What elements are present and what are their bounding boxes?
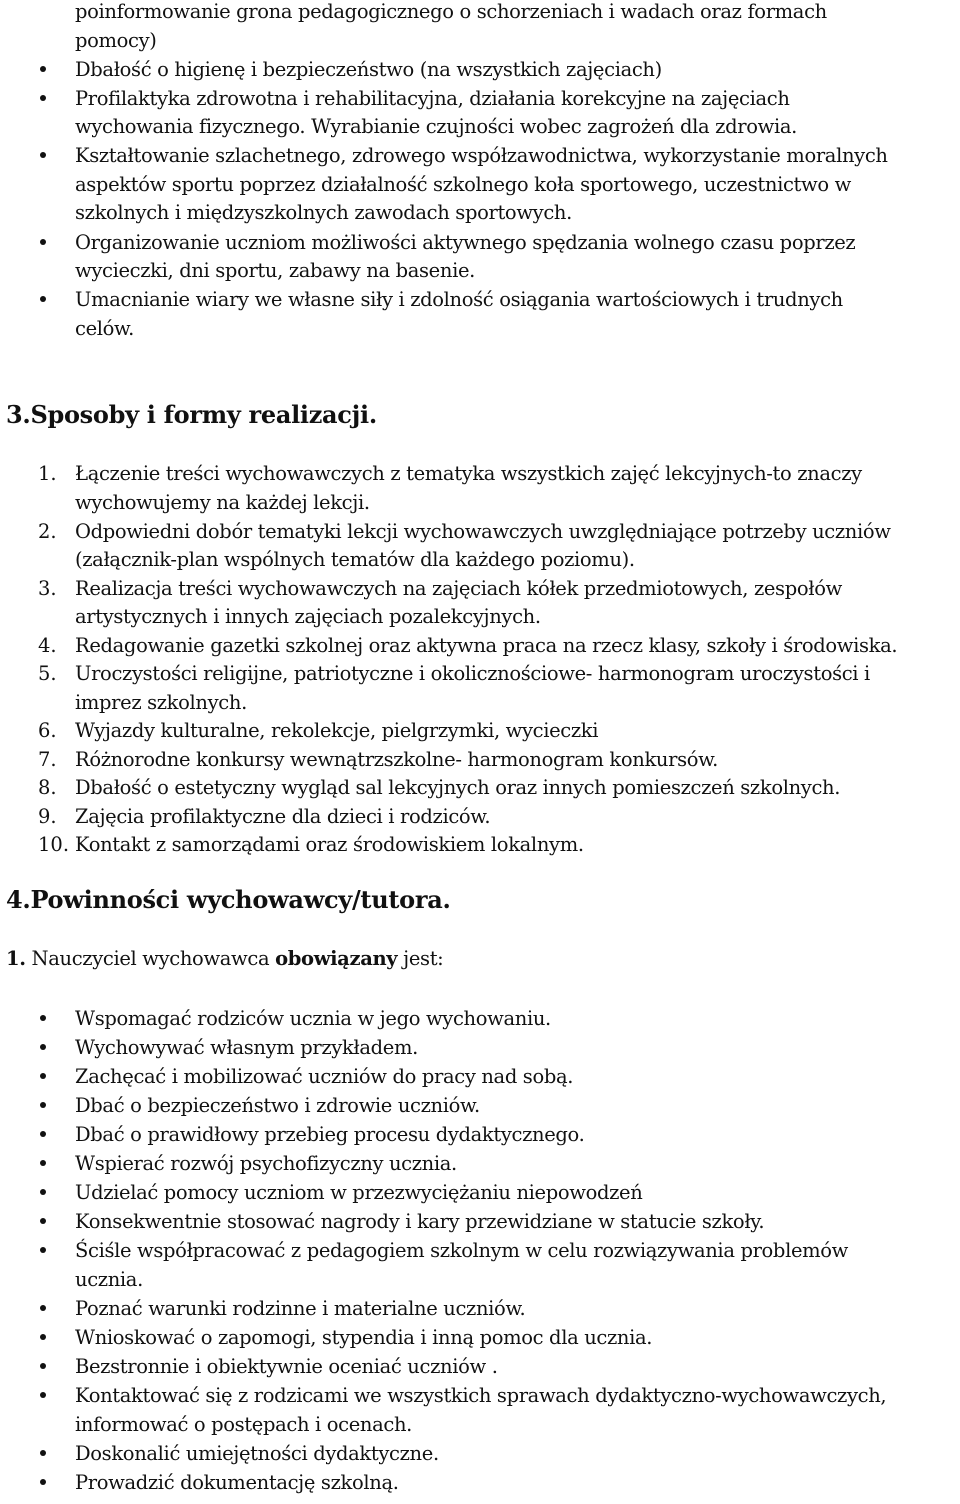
list-item: Kontakt z samorządami oraz środowiskiem lokalnym.	[75, 833, 584, 856]
list-item: Prowadzić dokumentację szkolną.	[75, 1471, 399, 1494]
bullet-icon	[40, 1102, 46, 1108]
bullet-icon	[40, 1189, 46, 1195]
list-item: Poznać warunki rodzinne i materialne uczniów.	[75, 1297, 526, 1320]
list-item: Dbać o prawidłowy przebieg procesu dydaktycznego.	[75, 1123, 585, 1146]
list-item: Profilaktyka zdrowotna i rehabilitacyjna, działania korekcyjne na zajęciach	[75, 87, 790, 110]
list-item: Kształtowanie szlachetnego, zdrowego współzawodnictwa, wykorzystanie moralnych	[75, 144, 888, 167]
list-number: 2.	[38, 520, 57, 543]
list-item-continuation: (załącznik-plan wspólnych tematów dla każdego poziomu).	[75, 548, 635, 571]
bullet-icon	[40, 1218, 46, 1224]
list-item: Doskonalić umiejętności dydaktyczne.	[75, 1442, 439, 1465]
list-item: Wychowywać własnym przykładem.	[75, 1036, 418, 1059]
list-item: Uroczystości religijne, patriotyczne i okolicznościowe- harmonogram uroczystości i	[75, 662, 870, 685]
bullet-icon	[40, 1363, 46, 1369]
bullet-icon	[40, 1160, 46, 1166]
intro-line	[6, 945, 443, 973]
list-item: Konsekwentnie stosować nagrody i kary przewidziane w statucie szkoły.	[75, 1210, 765, 1233]
list-item-continuation: informować o postępach i ocenach.	[75, 1413, 413, 1436]
list-item-continuation: aspektów sportu poprzez działalność szkolnego koła sportowego, uczestnictwo w	[75, 173, 851, 196]
list-item: Zajęcia profilaktyczne dla dzieci i rodziców.	[75, 805, 491, 828]
bullet-icon	[40, 1392, 46, 1398]
bullet-icon	[40, 1334, 46, 1340]
text-line: pomocy)	[75, 29, 157, 52]
list-number: 3.	[38, 577, 57, 600]
list-item: Wnioskować o zapomogi, stypendia i inną pomoc dla ucznia.	[75, 1326, 653, 1349]
list-item-continuation: wychowania fizycznego. Wyrabianie czujności wobec zagrożeń dla zdrowia.	[75, 115, 797, 138]
list-item: Wspomagać rodziców ucznia w jego wychowaniu.	[75, 1007, 551, 1030]
list-item-continuation: wycieczki, dni sportu, zabawy na basenie.	[75, 259, 476, 282]
list-item: Ściśle współpracować z pedagogiem szkolnym w celu rozwiązywania problemów	[75, 1239, 849, 1262]
bullet-icon	[40, 1015, 46, 1021]
list-item-continuation: artystycznych i innych zajęciach pozalekcyjnych.	[75, 605, 541, 628]
bullet-icon	[40, 239, 46, 245]
list-item: Realizacja treści wychowawczych na zajęciach kółek przedmiotowych, zespołów	[75, 577, 842, 600]
list-number: 9.	[38, 805, 57, 828]
list-number: 5.	[38, 662, 57, 685]
list-item-continuation: celów.	[75, 317, 134, 340]
bullet-icon	[40, 66, 46, 72]
list-item: Organizowanie uczniom możliwości aktywnego spędzania wolnego czasu poprzez	[75, 231, 856, 254]
list-number: 1.	[38, 462, 57, 485]
list-item: Umacnianie wiary we własne siły i zdolność osiągania wartościowych i trudnych	[75, 288, 843, 311]
list-item: Wspierać rozwój psychofizyczny ucznia.	[75, 1152, 457, 1175]
section-heading: 4.Powinności wychowawcy/tutora.	[6, 885, 451, 914]
list-number: 6.	[38, 719, 57, 742]
list-number: 10.	[38, 833, 70, 856]
bullet-icon	[40, 1131, 46, 1137]
list-item: Wyjazdy kulturalne, rekolekcje, pielgrzymki, wycieczki	[75, 719, 599, 742]
list-number: 7.	[38, 748, 57, 771]
list-item: Dbałość o estetyczny wygląd sal lekcyjnych oraz innych pomieszczeń szkolnych.	[75, 776, 841, 799]
bullet-icon	[40, 152, 46, 158]
bullet-icon	[40, 1073, 46, 1079]
section-heading: 3.Sposoby i formy realizacji.	[6, 400, 377, 429]
list-item: Dbać o bezpieczeństwo i zdrowie uczniów.	[75, 1094, 480, 1117]
bullet-icon	[40, 1450, 46, 1456]
list-item-continuation: szkolnych i międzyszkolnych zawodach sportowych.	[75, 201, 572, 224]
list-item: Odpowiedni dobór tematyki lekcji wychowawczych uwzględniające potrzeby uczniów	[75, 520, 891, 543]
text-line: poinformowanie grona pedagogicznego o schorzeniach i wadach oraz formach	[75, 0, 827, 23]
list-item: Bezstronnie i obiektywnie oceniać uczniów .	[75, 1355, 498, 1378]
list-number: 4.	[38, 634, 57, 657]
bullet-icon	[40, 296, 46, 302]
intro-text-end: jest:	[397, 947, 444, 970]
bullet-icon	[40, 1479, 46, 1485]
list-item: Kontaktować się z rodzicami we wszystkich sprawach dydaktyczno-wychowawczych,	[75, 1384, 887, 1407]
bullet-icon	[40, 1247, 46, 1253]
list-item-continuation: imprez szkolnych.	[75, 691, 247, 714]
list-item-continuation: ucznia.	[75, 1268, 143, 1291]
list-item: Łączenie treści wychowawczych z tematyka wszystkich zajęć lekcyjnych-to znaczy	[75, 462, 862, 485]
bullet-icon	[40, 1305, 46, 1311]
list-item: Dbałość o higienę i bezpieczeństwo (na wszystkich zajęciach)	[75, 58, 662, 81]
list-item-continuation: wychowujemy na każdej lekcji.	[75, 491, 370, 514]
bullet-icon	[40, 1044, 46, 1050]
list-item: Zachęcać i mobilizować uczniów do pracy nad sobą.	[75, 1065, 574, 1088]
list-item: Udzielać pomocy uczniom w przezwyciężaniu niepowodzeń	[75, 1181, 643, 1204]
list-number: 8.	[38, 776, 57, 799]
list-item: Różnorodne konkursy wewnątrzszkolne- harmonogram konkursów.	[75, 748, 719, 771]
intro-bold: obowiązany	[275, 947, 398, 970]
intro-text: Nauczyciel wychowawca	[25, 947, 276, 970]
intro-number: 1.	[6, 947, 26, 970]
list-item: Redagowanie gazetki szkolnej oraz aktywna praca na rzecz klasy, szkoły i środowiska.	[75, 634, 898, 657]
bullet-icon	[40, 95, 46, 101]
